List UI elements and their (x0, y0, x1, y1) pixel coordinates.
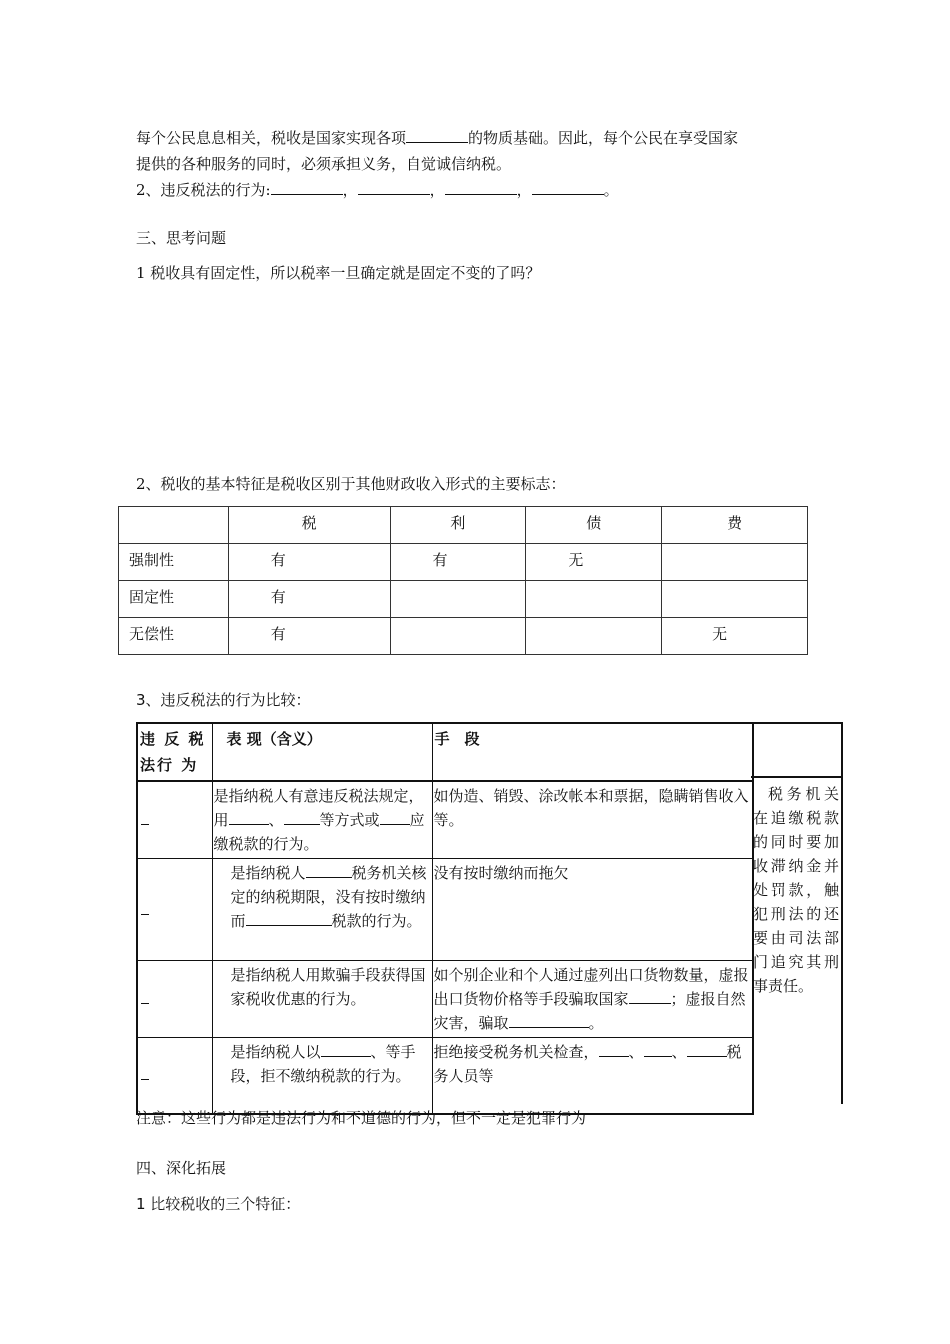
table-cell: 有 (390, 544, 526, 581)
table-row (137, 1038, 753, 1114)
text: 、 (671, 1043, 687, 1061)
text: 是指纳税人 (230, 864, 306, 882)
answer-cell[interactable] (137, 859, 212, 961)
blank-field[interactable] (687, 1042, 727, 1057)
row-label: 无偿性 (119, 618, 229, 655)
row-label: 强制性 (119, 544, 229, 581)
blank-field[interactable] (321, 1042, 371, 1057)
text: 、 (628, 1043, 644, 1061)
blank-field[interactable] (532, 180, 604, 195)
blank-field[interactable] (141, 914, 149, 915)
text: 是指纳税人有意违反税法规定，用 (213, 787, 424, 829)
table-row (137, 781, 753, 859)
table-cell (526, 581, 662, 618)
meaning-cell (212, 859, 432, 961)
text: 的物质基础。因此，每个公民在享受国家 (468, 129, 739, 147)
table-cell: 有 (228, 618, 390, 655)
text: 是指纳税人以 (230, 1043, 321, 1061)
text: 税务人员等 (433, 1043, 742, 1085)
table-header-row (119, 507, 808, 544)
table-cell (526, 618, 662, 655)
answer-cell[interactable] (137, 781, 212, 859)
text: 税款的行为。 (331, 912, 422, 930)
question-label: 2、违反税法的行为: (136, 181, 271, 199)
table-header-cell: 表 现（含义） (212, 723, 432, 781)
blank-field[interactable] (599, 1042, 629, 1057)
text: 等方式或 (319, 811, 380, 829)
means-cell (432, 961, 753, 1038)
table-row (119, 544, 808, 581)
table-header-row (137, 723, 753, 781)
table-header-cell: 费 (662, 507, 808, 544)
question-1: 1 税收具有固定性，所以税率一旦确定就是固定不变的了吗？ (136, 264, 541, 282)
table-cell (390, 581, 526, 618)
blank-field[interactable] (406, 128, 468, 143)
blank-field[interactable] (141, 1003, 149, 1004)
sep: ， (516, 181, 532, 199)
tax-features-table (118, 506, 808, 655)
table-header-cell: 手 段 (432, 723, 753, 781)
table-cell (662, 581, 808, 618)
row-label: 固定性 (119, 581, 229, 618)
answer-cell[interactable] (137, 961, 212, 1038)
text: 。 (588, 1014, 604, 1032)
sep: ， (342, 181, 358, 199)
intro-line-2: 提供的各种服务的同时，必须承担义务，自觉诚信纳税。 (136, 155, 512, 173)
section-4-question-1: 1 比较税收的三个特征： (136, 1195, 301, 1213)
meaning-cell (212, 781, 432, 859)
blank-field[interactable] (246, 911, 332, 926)
blank-field[interactable] (306, 863, 352, 878)
intro-line-1 (136, 128, 738, 148)
blank-field[interactable] (229, 810, 269, 825)
table-row (119, 581, 808, 618)
question-3: 3、违反税法的行为比较： (136, 691, 311, 709)
table-header-cell: 违 反 税 法行 为 (137, 723, 212, 781)
sep: ， (429, 181, 445, 199)
blank-field[interactable] (358, 180, 430, 195)
blank-field[interactable] (509, 1013, 589, 1028)
penalty-header (751, 724, 841, 778)
table-cell: 无 (662, 618, 808, 655)
blank-field[interactable] (141, 824, 149, 825)
means-cell (432, 1038, 753, 1114)
table-row (137, 961, 753, 1038)
blank-field[interactable] (445, 180, 517, 195)
blank-field[interactable] (284, 810, 320, 825)
penalty-text: 税务机关在追缴税款的同时要加收滞纳金并处罚款，触犯刑法的还要由司法部门追究其刑事责任。 (753, 785, 839, 995)
table-header-cell: 利 (390, 507, 526, 544)
question-2: 2、税收的基本特征是税收区别于其他财政收入形式的主要标志： (136, 475, 566, 493)
table-cell: 无 (526, 544, 662, 581)
table-cell (390, 618, 526, 655)
table-cell (662, 544, 808, 581)
violation-comparison-table (136, 722, 754, 1115)
note: 注意：这些行为都是违法行为和不道德的行为，但不一定是犯罪行为 (136, 1109, 587, 1127)
section-3-title: 三、思考问题 (136, 229, 227, 247)
blank-field[interactable] (644, 1042, 672, 1057)
text: 、等手段，拒不缴纳税款的行为。 (230, 1043, 416, 1085)
table-header-cell: 债 (526, 507, 662, 544)
meaning-cell (212, 1038, 432, 1114)
means-cell: 没有按时缴纳而拖欠 (432, 859, 753, 961)
text: 拒绝接受税务机关检查， (433, 1043, 599, 1061)
text: 应缴税款的行为。 (213, 811, 425, 853)
sep: 。 (603, 181, 619, 199)
text: 如个别企业和个人通过虚列出口货物数量，虚报出口货物价格等手段骗取国家 (433, 966, 749, 1008)
answer-cell[interactable] (137, 1038, 212, 1114)
table-row (137, 859, 753, 961)
table-cell: 有 (228, 581, 390, 618)
text: 每个公民息息相关，税收是国家实现各项 (136, 129, 407, 147)
blank-field[interactable] (271, 180, 343, 195)
section-4-title: 四、深化拓展 (136, 1159, 227, 1177)
means-cell: 如伪造、销毁、涂改帐本和票据，隐瞒销售收入等。 (432, 781, 753, 859)
intro-line-3 (136, 180, 619, 200)
table-header-cell: 税 (228, 507, 390, 544)
table-row (119, 618, 808, 655)
text: 税务机关核定的纳税期限，没有按时缴纳而 (230, 864, 427, 930)
text: 、 (268, 811, 284, 829)
meaning-cell: 是指纳税人用欺骗手段获得国家税收优惠的行为。 (212, 961, 432, 1038)
table-cell: 有 (228, 544, 390, 581)
penalty-column (751, 722, 843, 1104)
blank-field[interactable] (380, 810, 410, 825)
blank-field[interactable] (141, 1079, 149, 1080)
text: ；虚报自然灾害，骗取 (433, 990, 746, 1032)
blank-field[interactable] (629, 989, 671, 1004)
table-cell (119, 507, 229, 544)
